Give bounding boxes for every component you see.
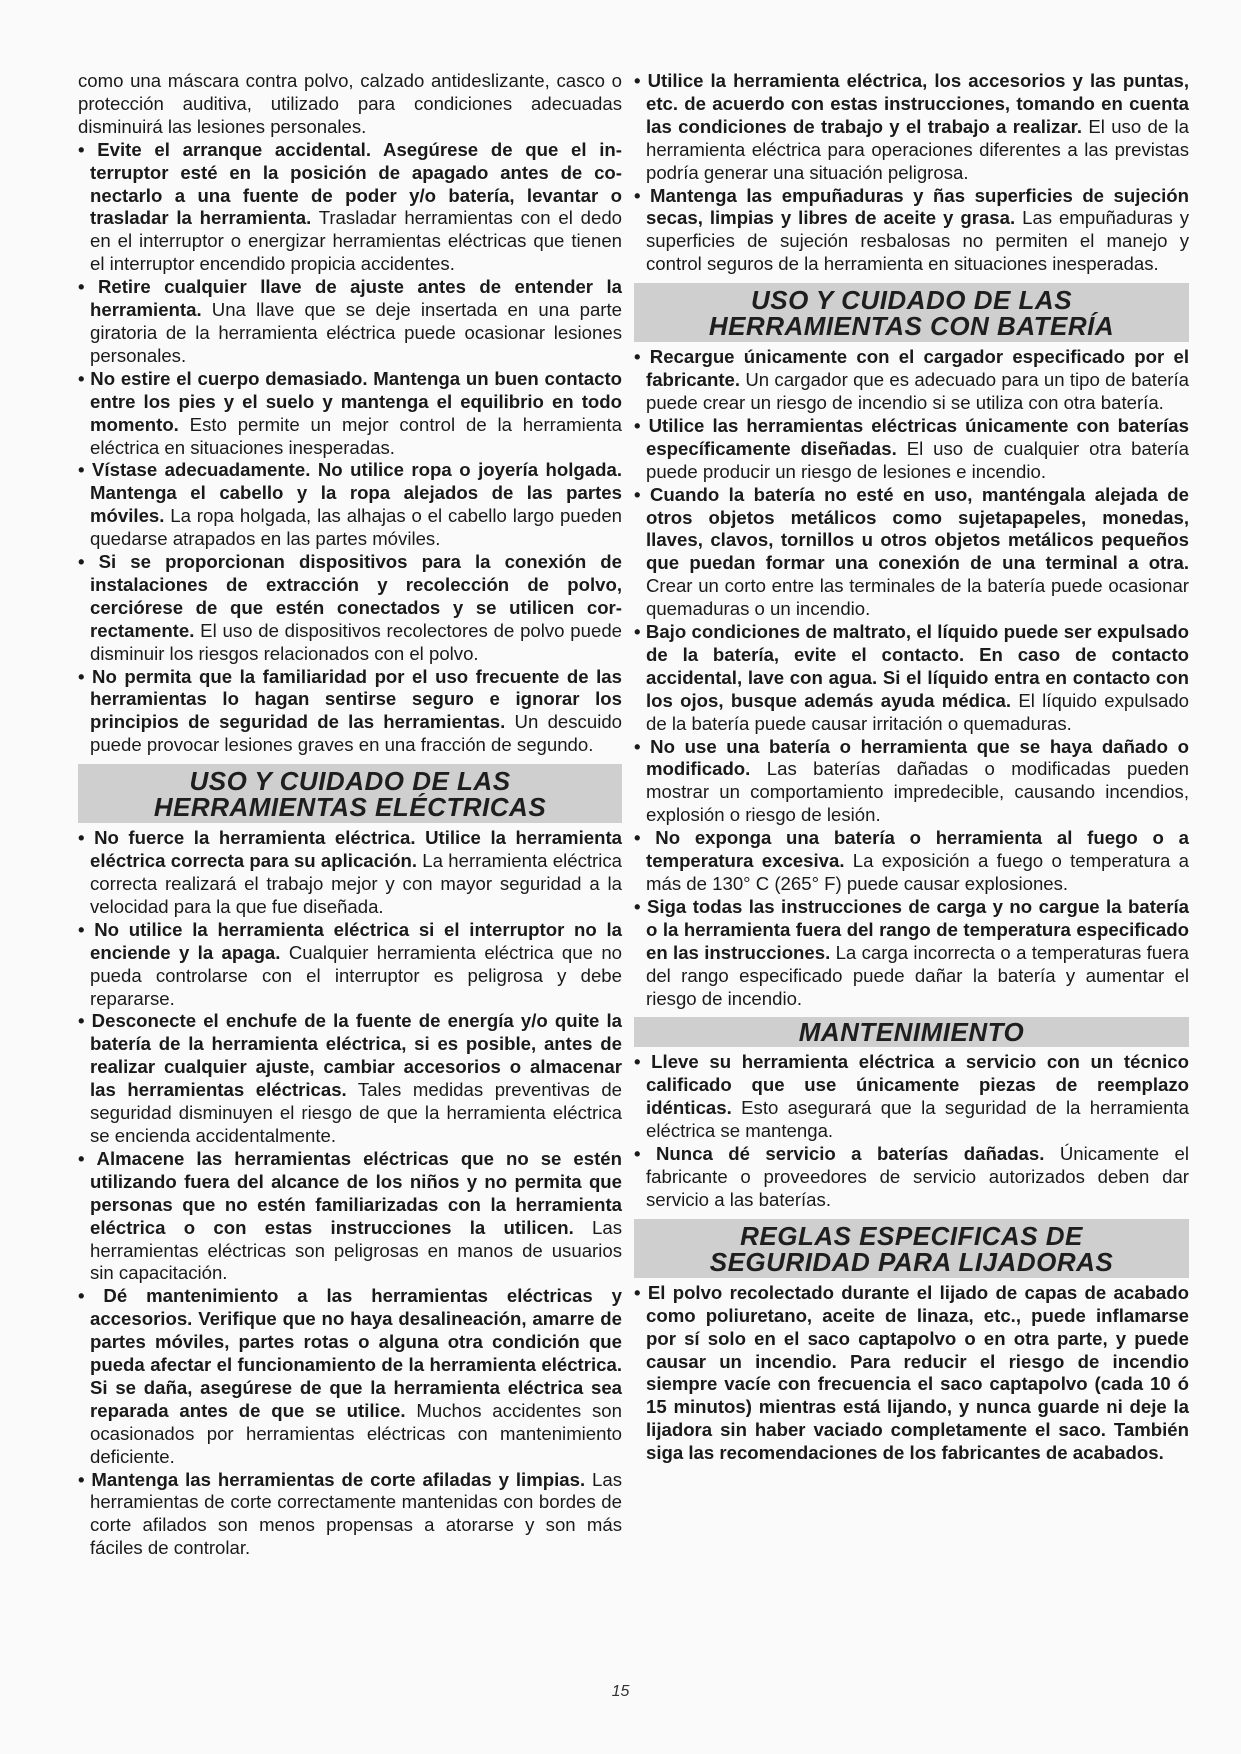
list-item: • No utilice la herramienta eléctrica si el interruptor no la enciende y la apaga. Cualquier herramienta eléctrica que no pueda controlarse con el interruptor es peligrosa y debe repararse. bbox=[78, 919, 622, 1011]
list-item: • Retire cualquier llave de ajuste antes de entender la herramienta. Una llave que se deje insertada en una parte giratoria de la herramienta eléctrica puede ocasionar lesiones personales. bbox=[78, 276, 622, 368]
list-item: • Bajo condiciones de maltrato, el líquido puede ser expulsado de la batería, evite el contacto. En caso de contacto accidental, lave con agua. Si el líquido entra en contacto con los ojos, busque además ayuda médica. El líquido expulsado de la batería puede causar irritación o quemaduras. bbox=[634, 621, 1189, 736]
list-item: • No exponga una batería o herramienta al fuego o a temperatura excesiva. La exposición a fuego o temperatura a más de 130° C (265° F) puede causar explosiones. bbox=[634, 827, 1189, 896]
list-item: • Utilice las herramientas eléctricas únicamente con baterías específicamente diseñadas. El uso de cualquier otra batería puede producir un riesgo de lesiones e incendio. bbox=[634, 415, 1189, 484]
page-number: 15 bbox=[611, 1683, 630, 1700]
left-column bbox=[78, 70, 622, 1560]
list-item: • Nunca dé servicio a baterías dañadas. Únicamente el fabricante o proveedores de servicio autorizados deben dar servicio a las baterías. bbox=[634, 1143, 1189, 1212]
section-heading-line: HERRAMIENTAS ELÉCTRICAS bbox=[153, 792, 547, 823]
section-heading-battery-tools bbox=[634, 283, 1189, 342]
section-heading-line: HERRAMIENTAS CON BATERÍA bbox=[708, 311, 1115, 342]
section-heading-sander-rules bbox=[634, 1219, 1189, 1278]
intro-paragraph: como una máscara contra polvo, calzado antideslizante, casco o protección auditiva, utilizado para condiciones adecuadas disminuirá las lesiones personales. bbox=[78, 70, 622, 137]
section-heading-line: USO Y CUIDADO DE LAS bbox=[189, 766, 511, 797]
list-item: • El polvo recolectado durante el lijado de capas de acabado como poliuretano, aceite de linaza, etc., puede inflamarse por sí solo en el saco captapolvo o en otra parte, y puede causar un incendio. Para reducir el riesgo de incendio siempre vacíe con frecuencia el saco captapolvo (cada 10 ó 15 minutos) mientras está lijando, y nunca guarde ni deje la lijadora sin haber vaciado completamente el saco. También siga las recomendaciones de los fabricantes de acabados. bbox=[634, 1282, 1189, 1465]
list-item: • Lleve su herramienta eléctrica a servicio con un técnico calificado que use únicamente piezas de reemplazo idénticas. Esto asegurará que la seguridad de la herramienta eléctrica se mantenga. bbox=[634, 1051, 1189, 1143]
section-heading-power-tools bbox=[78, 764, 622, 823]
list-item: • Mantenga las empuñaduras y ñas superficies de sujeción secas, limpias y libres de aceite y grasa. Las empuñaduras y superficies de sujeción resbalosas no permiten el manejo y control seguros de la herramienta en situaciones inesperadas. bbox=[634, 185, 1189, 277]
list-item: • No fuerce la herramienta eléctrica. Utilice la herramienta eléctrica correcta para su aplicación. La herramienta eléctrica correcta realizará el trabajo mejor y con mayor seguridad a la velocidad para la que fue diseñada. bbox=[78, 827, 622, 919]
list-item: • No permita que la familiaridad por el uso frecuente de las herramientas lo hagan sentirse seguro e ignorar los principios de seguridad de las herramientas. Un descuido puede provocar lesiones graves en una fracción de segundo. bbox=[78, 666, 622, 758]
list-item: • Evite el arranque accidental. Asegúrese de que el interruptor esté en la posición de apagado antes de conectarlo a una fuente de poder y/o batería, levantar o trasladar la herramienta. Trasladar herramientas con el dedo en el interruptor o energizar herramientas eléctricas que tienen el interruptor encendido propicia accidentes. bbox=[78, 139, 622, 276]
right-column bbox=[634, 70, 1189, 1465]
list-item: • Vístase adecuadamente. No utilice ropa o joyería holgada. Mantenga el cabello y la ropa alejados de las partes móviles. La ropa holgada, las alhajas o el cabello largo pueden quedarse atrapados en las partes móviles. bbox=[78, 459, 622, 551]
list-item: • Cuando la batería no esté en uso, manténgala alejada de otros objetos metálicos como sujetapapeles, monedas, llaves, clavos, tornillos u otros objetos metálicos pequeños que puedan formar una conexión de una terminal a otra. Crear un corto entre las terminales de la batería puede ocasionar quemaduras o un incendio. bbox=[634, 484, 1189, 621]
list-item: • Mantenga las herramientas de corte afiladas y limpias. Las herramientas de corte correctamente mantenidas con bordes de corte afilados son menos propensas a atorarse y son más fáciles de controlar. bbox=[78, 1469, 622, 1561]
list-item: • Almacene las herramientas eléctricas que no se estén utilizando fuera del alcance de los niños y no permita que personas que no estén familiarizadas con la herramienta eléctrica o con estas instrucciones la utilicen. Las herramientas eléctricas son peligrosas en manos de usuarios sin capacitación. bbox=[78, 1148, 622, 1285]
list-item: • No estire el cuerpo demasiado. Mantenga un buen contacto entre los pies y el suelo y mantenga el equilibrio en todo momento. Esto permite un mejor control de la herramienta eléctrica en situaciones inesperadas. bbox=[78, 368, 622, 460]
list-item: • Recargue únicamente con el cargador especificado por el fabricante. Un cargador que es adecuado para un tipo de batería puede crear un riesgo de incendio si se utiliza con otra batería. bbox=[634, 346, 1189, 415]
list-item: • Desconecte el enchufe de la fuente de energía y/o quite la batería de la herramienta eléctrica, si es posible, antes de realizar cualquier ajuste, cambiar accesorios o almacenar las herramientas eléctricas. Tales medidas preventivas de seguridad disminuyen el riesgo de que la herramienta eléctrica se encienda accidentalmente. bbox=[78, 1010, 622, 1147]
section-heading-line: USO Y CUIDADO DE LAS bbox=[750, 285, 1073, 316]
list-item: • Si se proporcionan dispositivos para la conexión de instalaciones de extracción y recolección de polvo, cerciórese de que estén conectados y se utilicen correctamente. El uso de dispositivos recolectores de polvo puede disminuir los riesgos relacionados con el polvo. bbox=[78, 551, 622, 666]
section-heading-line: MANTENIMIENTO bbox=[798, 1017, 1025, 1048]
list-item: • Utilice la herramienta eléctrica, los accesorios y las puntas, etc. de acuerdo con estas instrucciones, tomando en cuenta las condiciones de trabajo y el trabajo a realizar. El uso de la herramienta eléctrica para operaciones diferentes a las previstas podría generar una situación peligrosa. bbox=[634, 70, 1189, 185]
section-heading-line: SEGURIDAD PARA LIJADORAS bbox=[709, 1246, 1114, 1277]
list-item: • Siga todas las instrucciones de carga y no cargue la batería o la herramienta fuera del rango de temperatura especificado en las instrucciones. La carga incorrecta o a temperaturas fuera del rango especificado puede dañar la batería y aumentar el riesgo de incendio. bbox=[634, 896, 1189, 1011]
section-heading-line: REGLAS ESPECIFICAS DE bbox=[740, 1220, 1083, 1251]
section-heading-maintenance bbox=[634, 1017, 1189, 1047]
list-item: • Dé mantenimiento a las herramientas eléctricas y accesorios. Verifique que no haya desalineación, amarre de partes móviles, partes rotas o alguna otra condición que pueda afectar el funcionamiento de la herramienta eléctrica. Si se daña, asegúrese de que la herramienta eléctrica sea reparada antes de que se utilice. Muchos accidentes son ocasionados por herramientas eléctricas con mantenimiento deficiente. bbox=[78, 1285, 622, 1468]
list-item: • No use una batería o herramienta que se haya dañado o modificado. Las baterías dañadas o modificadas pueden mostrar un comportamiento impredecible, causando incendios, explosión o riesgo de lesión. bbox=[634, 736, 1189, 828]
